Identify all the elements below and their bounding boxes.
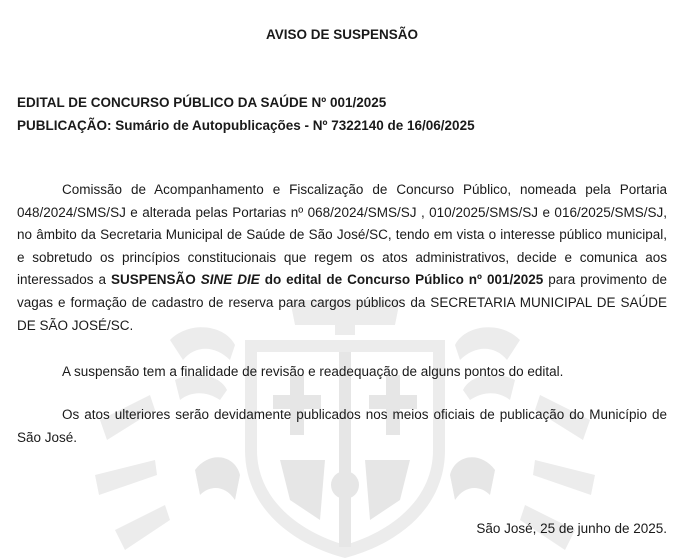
paragraph-main — [17, 179, 667, 337]
edital-bold: do edital de Concurso Público nº 001/2025 — [259, 272, 544, 288]
document-title: AVISO DE SUSPENSÃO — [265, 27, 419, 42]
date-line: São José, 25 de junho de 2025. — [476, 521, 667, 536]
paragraph-further-acts: Os atos ulteriores serão devidamente publicados nos meios oficiais de publicação do Município de São José. — [17, 407, 667, 445]
suspension-bold: SUSPENSÃO — [111, 272, 201, 288]
paragraph-main-intro: Comissão de Acompanhamento e Fiscalização de Concurso Público, nomeada pela Portaria 048/2024/SMS/SJ e alterada pelas Portarias nº 068/2024/SMS/SJ , 010/2025/SMS/SJ e 016/2025/SMS/SJ, no âmbito da Secretaria Municipal de Saúde de São José/SC, tendo em vista o interesse público municipal, e sobretudo os princípios constitucionais que regem os atos administrativos, decide e comunica aos interessados a — [17, 182, 667, 288]
paragraph-main-outro: para provimento de vagas e formação de cadastro de reserva para cargos públicos da SECRETARIA MUNICIPAL DE SAÚDE DE SÃO JOSÉ/SC. — [17, 272, 667, 333]
edital-reference: EDITAL DE CONCURSO PÚBLICO DA SAÚDE Nº 001/2025 — [17, 95, 387, 110]
sine-die-bold-italic: SINE DIE — [200, 272, 260, 288]
publication-reference: PUBLICAÇÃO: Sumário de Autopublicações - Nº 7322140 de 16/06/2025 — [17, 118, 475, 133]
paragraph-purpose: A suspensão tem a finalidade de revisão e readequação de alguns pontos do edital. — [62, 364, 564, 379]
